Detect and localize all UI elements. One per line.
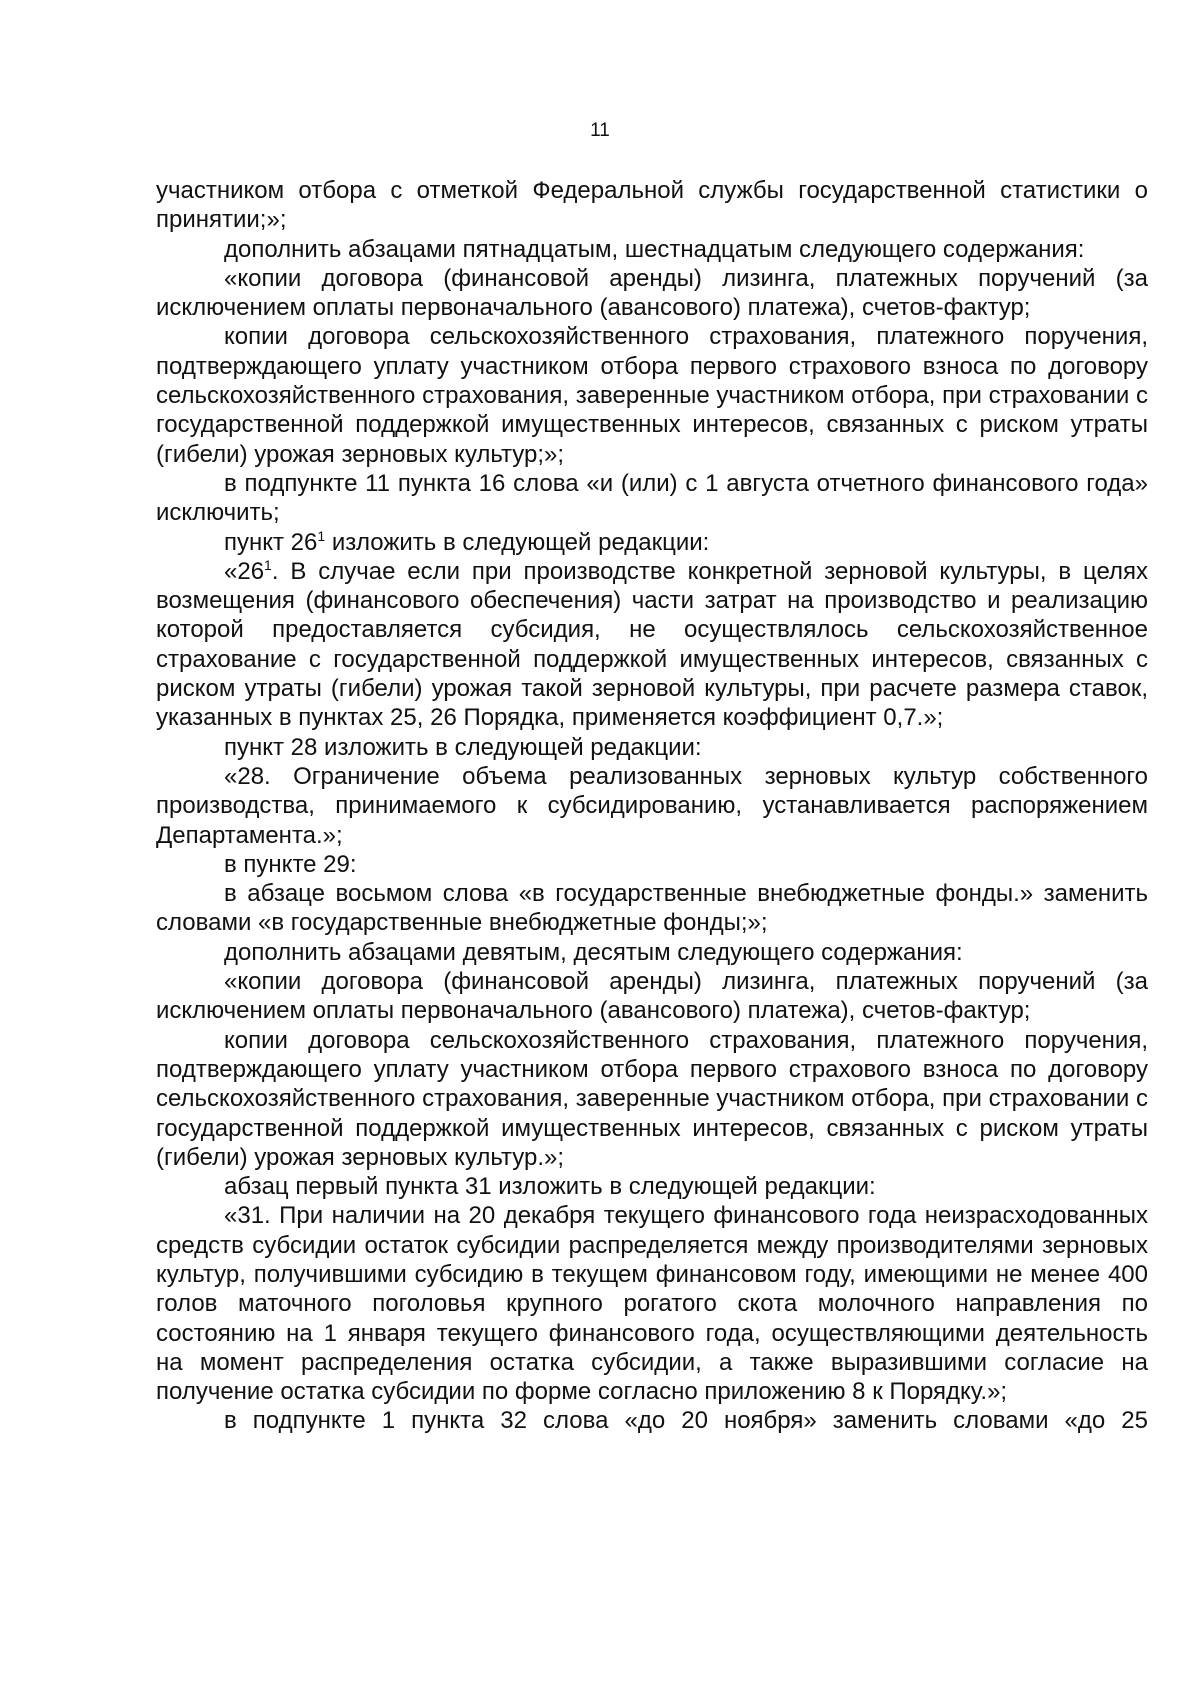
paragraph — [156, 528, 1148, 557]
paragraph: дополнить абзацами пятнадцатым, шестнадцатым следующего содержания: — [224, 235, 1085, 263]
superscript-index: 1 — [264, 556, 272, 573]
paragraph: в подпункте 11 пункта 16 слова «и (или) с 1 августа отчетного финансового года» исключить; — [156, 469, 1148, 527]
paragraph: участником отбора с отметкой Федеральной службы государственной статистики о принятии;»; — [156, 177, 1148, 234]
paragraph-text: «26 — [224, 557, 265, 585]
paragraph: в пункте 29: — [224, 850, 357, 878]
paragraph: в подпункте 1 пункта 32 слова «до 20 ноября» заменить словами «до 25 — [224, 1407, 1148, 1435]
superscript-index: 1 — [317, 527, 326, 544]
paragraph-text: изложить в следующей редакции: — [325, 528, 710, 556]
paragraph-text: пункт 26 — [224, 528, 318, 556]
paragraph: пункт 28 изложить в следующей редакции: — [224, 733, 702, 761]
paragraph: «28. Ограничение объема реализованных зерновых культур собственного производства, принимаемого к субсидированию, устанавливается распоряжением Департамента.»; — [156, 762, 1148, 849]
page-number: 11 — [590, 120, 610, 141]
paragraph: копии договора сельскохозяйственного страхования, платежного поручения, подтверждающего уплату участником отбора первого страхового взноса по договору сельскохозяйственного страхования, заверенные участником отбора, при страховании с государственной поддержкой имущественных интересов, связанных с риском утраты (гибели) урожая зерновых культур.»; — [156, 1026, 1148, 1171]
paragraph: «копии договора (финансовой аренды) лизинга, платежных поручений (за исключением оплаты первоначального (авансового) платежа), счетов-фактур; — [156, 264, 1148, 322]
paragraph: дополнить абзацами девятым, десятым следующего содержания: — [224, 938, 963, 966]
paragraph: в абзаце восьмом слова «в государственные внебюджетные фонды.» заменить словами «в государственные внебюджетные фонды;»; — [156, 880, 1148, 937]
paragraph: «копии договора (финансовой аренды) лизинга, платежных поручений (за исключением оплаты первоначального (авансового) платежа), счетов-фактур; — [156, 968, 1148, 1025]
paragraph-text: . В случае если при производстве конкретной зерновой культуры, в целях возмещения (финансового обеспечения) части затрат на производство и реализацию которой предоставляется субсидия, не осуществлялось сельскохозяйственное страхование с государственной поддержкой имущественных интересов, связанных с риском утраты (гибели) урожая такой зерновой культуры, при расчете размера ставок, указанных в пунктах 25, 26 Порядка, применяется коэффициент 0,7.»; — [156, 557, 1148, 732]
paragraph: копии договора сельскохозяйственного страхования, платежного поручения, подтверждающего уплату участником отбора первого страхового взноса по договору сельскохозяйственного страхования, заверенные участником отбора, при страховании с государственной поддержкой имущественных интересов, связанных с риском утраты (гибели) урожая зерновых культур;»; — [156, 323, 1148, 468]
paragraph — [156, 557, 1148, 733]
paragraph: «31. При наличии на 20 декабря текущего финансового года неизрасходованных средств субсидии остаток субсидии распределяется между производителями зерновых культур, получившими субсидию в текущем финансовом году, имеющими не менее 400 голов маточного поголовья крупного рогатого скота молочного направления по состоянию на 1 января текущего финансового года, осуществляющими деятельность на момент распределения остатка субсидии, а также выразившими согласие на получение остатка субсидии по форме согласно приложению 8 к Порядку.»; — [156, 1202, 1148, 1406]
document-body — [156, 176, 1148, 1436]
paragraph: абзац первый пункта 31 изложить в следующей редакции: — [224, 1173, 876, 1201]
